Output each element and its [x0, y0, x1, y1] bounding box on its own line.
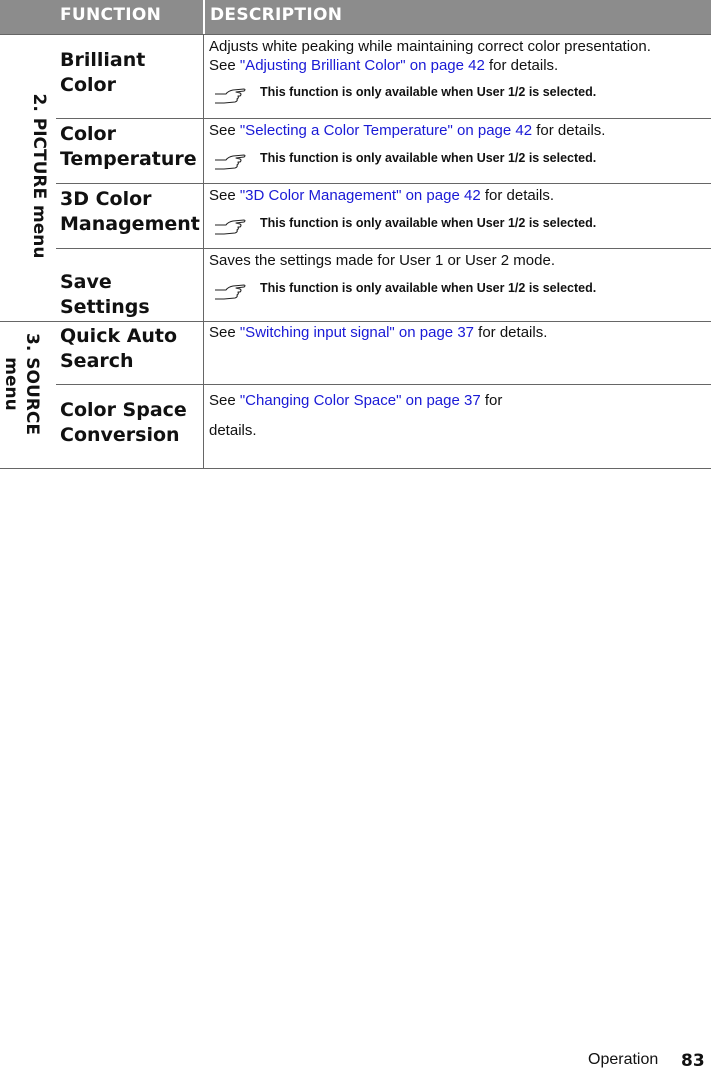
- description-color-space-conversion: See "Changing Color Space" on page 37 for details.: [209, 392, 503, 439]
- row-divider: [56, 384, 711, 385]
- pointing-hand-icon: [214, 217, 248, 237]
- section-source-menu: 3. SOURCE menu: [1, 333, 42, 435]
- row-divider: [56, 118, 711, 119]
- page-number: 83: [681, 1051, 705, 1071]
- description-brilliant-color: Adjusts white peaking while maintaining correct color presentation. See "Adjusting Brilliant Color" on page 42 for details.: [209, 38, 651, 74]
- header-divider: [203, 0, 205, 34]
- section-picture-menu: 2. PICTURE menu: [29, 93, 49, 259]
- pointing-hand-icon: [214, 152, 248, 172]
- function-brilliant-color: Brilliant Color: [60, 49, 146, 96]
- link-color-temperature[interactable]: "Selecting a Color Temperature" on page 42: [239, 122, 533, 139]
- pointing-hand-icon: [214, 282, 248, 302]
- link-switching-input-signal[interactable]: "Switching input signal" on page 37: [239, 324, 474, 341]
- footer-section-label: Operation: [588, 1051, 659, 1068]
- row-divider: [56, 183, 711, 184]
- table-header: [0, 0, 711, 34]
- description-color-temperature: See "Selecting a Color Temperature" on page 42 for details.: [209, 122, 606, 139]
- pointing-hand-icon: [214, 86, 248, 106]
- row-divider: [56, 248, 711, 249]
- column-divider: [203, 34, 204, 468]
- table-bottom: [0, 468, 711, 469]
- header-description: DESCRIPTION: [210, 5, 343, 25]
- function-save-settings: Save Settings: [60, 271, 150, 318]
- link-brilliant-color[interactable]: "Adjusting Brilliant Color" on page 42: [239, 57, 485, 74]
- description-quick-auto-search: See "Switching input signal" on page 37 for details.: [209, 324, 548, 341]
- link-changing-color-space[interactable]: "Changing Color Space" on page 37: [239, 392, 481, 409]
- section-divider: [0, 321, 711, 322]
- function-quick-auto-search: Quick Auto Search: [60, 325, 178, 372]
- description-3d-color-management: See "3D Color Management" on page 42 for details.: [209, 187, 555, 204]
- header-function: FUNCTION: [60, 5, 162, 25]
- row-divider: [0, 34, 711, 35]
- description-save-settings: Saves the settings made for User 1 or User 2 mode.: [209, 252, 555, 269]
- function-3d-color-management: 3D Color Management: [60, 188, 200, 235]
- link-3d-color-management[interactable]: "3D Color Management" on page 42: [239, 187, 481, 204]
- function-color-space-conversion: Color Space Conversion: [60, 399, 187, 446]
- function-color-temperature: Color Temperature: [60, 123, 197, 170]
